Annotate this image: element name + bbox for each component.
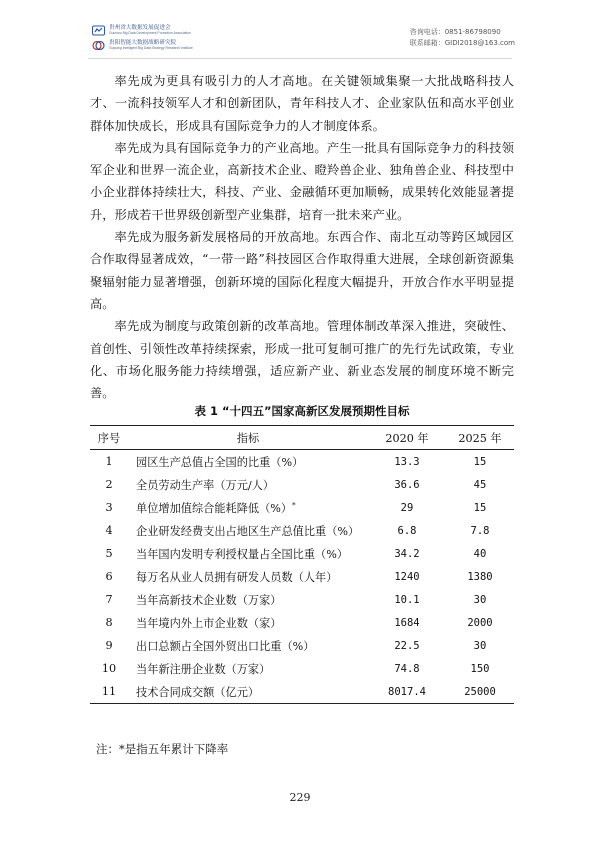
cell-2025: 7.8 xyxy=(470,524,490,537)
cell-2020: 8017.4 xyxy=(388,685,426,698)
table-row xyxy=(90,634,514,657)
table-row xyxy=(90,473,514,496)
cell-indicator: 当年高新技术企业数（万家） xyxy=(136,593,282,607)
cell-2025: 150 xyxy=(470,662,490,675)
cell-indicator: 当年境内外上市企业数（家） xyxy=(136,616,282,630)
cell-2020: 10.1 xyxy=(394,593,420,606)
cell-no: 10 xyxy=(101,662,117,675)
cell-2025: 15 xyxy=(473,501,487,514)
cell-2020: 6.8 xyxy=(397,524,417,537)
cell-indicator: 全员劳动生产率（万元/人） xyxy=(136,478,275,492)
association-name: 贵州省大数据发展促进会 xyxy=(109,24,171,31)
cell-2020: 29 xyxy=(400,501,414,514)
cell-indicator: 技术合同成交额（亿元） xyxy=(136,685,260,699)
cell-2025: 15 xyxy=(473,455,487,468)
cell-no: 4 xyxy=(105,524,113,537)
table-row xyxy=(90,450,514,474)
header-divider xyxy=(88,58,512,59)
paragraph-reform: 率先成为制度与政策创新的改革高地。管理体制改革深入推进，突破性、首创性、引领性改革持续探索，形成一批可复制可推广的先行先试政策，专业化、市场化服务能力持续增强，适应新产业、新业态发展的制度环境不断完善。 xyxy=(90,319,514,401)
table-row xyxy=(90,542,514,565)
cell-2020: 13.3 xyxy=(394,455,420,468)
header-2020: 2020 年 xyxy=(385,431,429,445)
table-row xyxy=(90,565,514,588)
cell-2025: 2000 xyxy=(467,616,493,629)
footnote-mark: * xyxy=(292,500,296,509)
indicator-text: 单位增加值综合能耗降低（%） xyxy=(136,501,293,515)
paragraph-industry: 率先成为具有国际竞争力的产业高地。产生一批具有国际竞争力的科技领军企业和世界一流企业，高新技术企业、瞪羚兽企业、独角兽企业、科技型中小企业群体持续壮大，科技、产业、金融循环更加顺畅，成果转化效能显著提升，形成若干世界级创新型产业集群，培育一批未来产业。 xyxy=(90,140,514,222)
body-text xyxy=(90,70,514,404)
cell-indicator: 企业研发经费支出占地区生产总值比重（%） xyxy=(136,524,360,538)
cell-no: 7 xyxy=(105,593,113,606)
table-header-row xyxy=(90,426,514,450)
cell-no: 1 xyxy=(105,455,113,468)
table-title: 表 1 “十四五”国家高新区发展预期性目标 xyxy=(194,404,410,418)
table-note: 注：*是指五年累计下降率 xyxy=(96,742,229,756)
cell-2025: 45 xyxy=(473,478,487,491)
institute-name-en: Guiyang Intelligent Big Data Strategy Research Institute xyxy=(109,46,193,51)
cell-no: 11 xyxy=(101,685,117,698)
cell-indicator: 出口总额占全国外贸出口比重（%） xyxy=(136,639,315,653)
logo-block xyxy=(92,24,232,54)
cell-no: 2 xyxy=(105,478,113,491)
header-indicator: 指标 xyxy=(236,431,260,445)
table-row xyxy=(90,519,514,542)
cell-2025: 30 xyxy=(473,593,487,606)
contact-email: 联系邮箱：GIDI2018@163.com xyxy=(409,39,515,47)
cell-2025: 1380 xyxy=(467,570,493,583)
cell-no: 5 xyxy=(105,547,113,560)
contact-phone: 咨询电话：0851-86798090 xyxy=(409,28,501,36)
table-row xyxy=(90,657,514,680)
cell-no: 9 xyxy=(105,639,113,652)
cell-no: 3 xyxy=(105,501,113,514)
cell-2020: 34.2 xyxy=(394,547,420,560)
association-logo-icon xyxy=(92,25,105,36)
paragraph-openness: 率先成为服务新发展格局的开放高地。东西合作、南北互动等跨区域园区合作取得显著成效，“一带一路”科技园区合作取得重大进展，全球创新资源集聚辐射能力显著增强，创新环境的国际化程度大幅提升，开放合作水平明显提高。 xyxy=(90,230,514,311)
table-body xyxy=(90,450,514,704)
cell-indicator: 当年新注册企业数（万家） xyxy=(136,662,271,676)
page-number: 229 xyxy=(289,791,311,804)
targets-table xyxy=(90,425,514,704)
cell-2020: 1684 xyxy=(394,616,420,629)
cell-indicator xyxy=(128,496,368,519)
table-row xyxy=(90,680,514,704)
cell-2025: 25000 xyxy=(464,685,496,698)
header-no: 序号 xyxy=(97,431,121,445)
contact-info xyxy=(410,27,515,49)
institute-name: 贵阳智能大数据战略研究院 xyxy=(109,39,177,46)
association-name-en: Guizhou Big Data Development Promotion Association xyxy=(109,31,191,36)
cell-no: 8 xyxy=(105,616,113,629)
cell-2020: 1240 xyxy=(394,570,420,583)
cell-2020: 22.5 xyxy=(394,639,420,652)
cell-indicator: 当年国内发明专利授权量占全国比重（%） xyxy=(136,547,349,561)
logo-row-association xyxy=(92,24,232,37)
table-row xyxy=(90,611,514,634)
header-2025: 2025 年 xyxy=(458,431,502,445)
cell-2020: 74.8 xyxy=(394,662,420,675)
table-row xyxy=(90,588,514,611)
paragraph-talent: 率先成为更具有吸引力的人才高地。在关键领域集聚一大批战略科技人才、一流科技领军人才和创新团队，青年科技人才、企业家队伍和高水平创业群体加快成长，形成具有国际竞争力的人才制度体系。 xyxy=(90,74,514,133)
institute-logo-icon xyxy=(92,40,105,51)
table-row xyxy=(90,496,514,519)
cell-indicator: 每万名从业人员拥有研发人员数（人年） xyxy=(136,570,338,584)
cell-2020: 36.6 xyxy=(394,478,420,491)
cell-no: 6 xyxy=(105,570,113,583)
logo-row-institute xyxy=(92,39,232,52)
cell-indicator: 园区生产总值占全国的比重（%） xyxy=(136,455,304,469)
cell-2025: 30 xyxy=(473,639,487,652)
page-header xyxy=(0,0,600,58)
cell-2025: 40 xyxy=(473,547,487,560)
